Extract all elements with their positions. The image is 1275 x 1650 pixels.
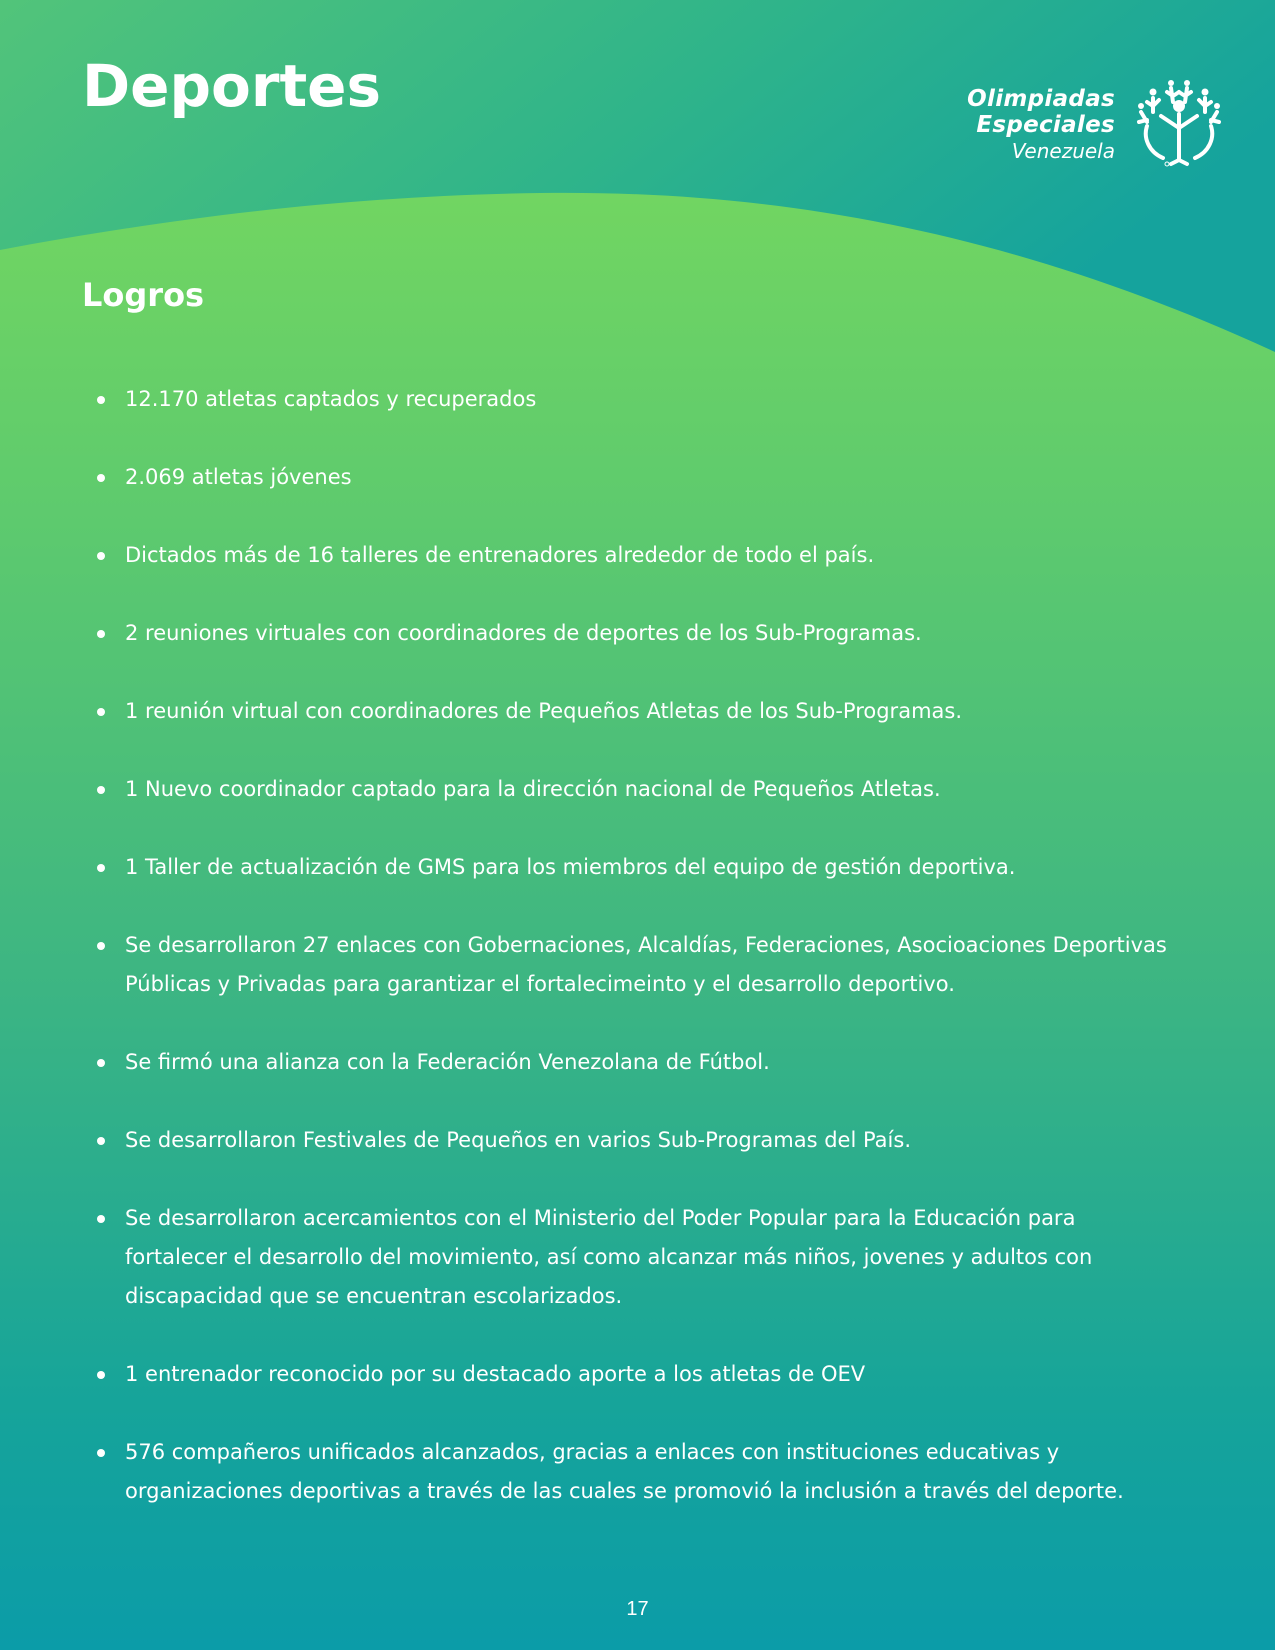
- list-item-text: Se desarrollaron 27 enlaces con Gobernaciones, Alcaldías, Federaciones, Asocioaciones Deportivas Públicas y Privadas para garantizar el fortalecimeinto y el desarrollo deportivo.: [125, 933, 1167, 996]
- list-item-text: 1 reunión virtual con coordinadores de Pequeños Atletas de los Sub-Programas.: [125, 699, 963, 723]
- list-item-text: Se desarrollaron Festivales de Pequeños en varios Sub-Programas del País.: [125, 1128, 912, 1152]
- list-item: [92, 1121, 1172, 1160]
- bullet-icon: [97, 1215, 105, 1223]
- list-item: [92, 380, 1172, 419]
- list-item-text: 12.170 atletas captados y recuperados: [125, 387, 537, 411]
- list-item-text: Se desarrollaron acercamientos con el Ministerio del Poder Popular para la Educación para fortalecer el desarrollo del movimiento, así como alcanzar más niños, jovenes y adultos con discapacidad que se encuentran escolarizados.: [125, 1206, 1093, 1308]
- section-title: Logros: [82, 276, 205, 314]
- list-item: [92, 614, 1172, 653]
- list-item-text: 1 entrenador reconocido por su destacado aporte a los atletas de OEV: [125, 1362, 866, 1386]
- list-item-text: 2.069 atletas jóvenes: [125, 465, 352, 489]
- bullet-icon: [97, 708, 105, 716]
- bullet-icon: [97, 396, 105, 404]
- list-item-text: 2 reuniones virtuales con coordinadores de deportes de los Sub-Programas.: [125, 621, 922, 645]
- special-olympics-emblem-icon: [1133, 78, 1225, 170]
- bullet-icon: [97, 786, 105, 794]
- achievements-list: [92, 380, 1172, 1550]
- list-item-text: 576 compañeros unificados alcanzados, gracias a enlaces con instituciones educativas y organizaciones deportivas a través de las cuales se promovió la inclusión a través del deporte.: [125, 1440, 1124, 1503]
- list-item: [92, 848, 1172, 887]
- list-item: [92, 1199, 1172, 1316]
- bullet-icon: [97, 474, 105, 482]
- logo: [967, 78, 1225, 170]
- logo-line-2: Especiales: [976, 111, 1115, 138]
- list-item: [92, 926, 1172, 1004]
- list-item: [92, 692, 1172, 731]
- list-item: [92, 1433, 1172, 1511]
- logo-text: [967, 85, 1115, 163]
- list-item: [92, 536, 1172, 575]
- bullet-icon: [97, 1059, 105, 1067]
- page-number: 17: [626, 1598, 649, 1620]
- bullet-icon: [97, 1449, 105, 1457]
- logo-line-1: Olimpiadas: [967, 85, 1115, 112]
- list-item: [92, 1355, 1172, 1394]
- bullet-icon: [97, 552, 105, 560]
- bullet-icon: [97, 630, 105, 638]
- bullet-icon: [97, 864, 105, 872]
- page-title: Deportes: [82, 52, 382, 120]
- bullet-icon: [97, 1137, 105, 1145]
- bullet-icon: [97, 942, 105, 950]
- list-item: [92, 770, 1172, 809]
- bullet-icon: [97, 1371, 105, 1379]
- list-item: [92, 1043, 1172, 1082]
- list-item-text: 1 Nuevo coordinador captado para la dirección nacional de Pequeños Atletas.: [125, 777, 941, 801]
- list-item-text: Dictados más de 16 talleres de entrenadores alrededor de todo el país.: [125, 543, 875, 567]
- list-item-text: 1 Taller de actualización de GMS para los miembros del equipo de gestión deportiva.: [125, 855, 1016, 879]
- list-item: [92, 458, 1172, 497]
- logo-line-3: Venezuela: [1011, 138, 1115, 163]
- list-item-text: Se firmó una alianza con la Federación Venezolana de Fútbol.: [125, 1050, 770, 1074]
